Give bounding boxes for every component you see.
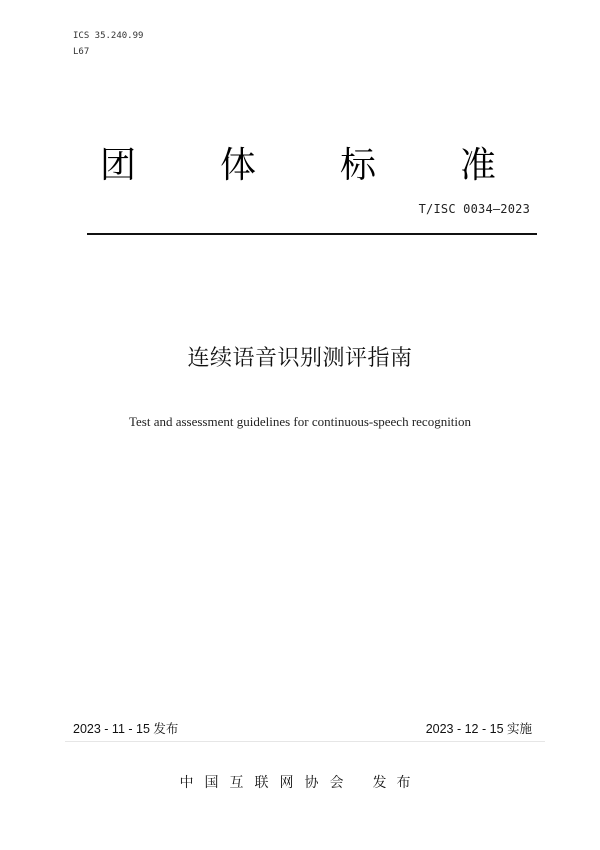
document-type-char: 标 [339,145,376,186]
publisher-line [0,772,600,792]
document-type-char: 准 [459,145,496,186]
ics-code: ICS 35.240.99 [73,31,144,41]
title-chinese: 连续语音识别测评指南 [187,346,413,371]
publisher-organization: 中国互联网协会 [179,775,355,791]
implement-date: 2023 - 12 - 15 实施 [425,722,532,736]
document-number: T/ISC 0034—2023 [418,202,530,216]
publisher-action: 发布 [372,775,421,791]
document-type-char: 体 [219,145,256,186]
document-type-char: 团 [99,145,136,186]
document-type-heading [98,138,498,194]
header-rule [87,233,537,235]
ccs-code: L67 [73,47,90,57]
title-english: Test and assessment guidelines for continuous-speech recognition [128,414,472,429]
footer-rule [65,741,545,742]
publish-date: 2023 - 11 - 15 发布 [73,722,179,736]
